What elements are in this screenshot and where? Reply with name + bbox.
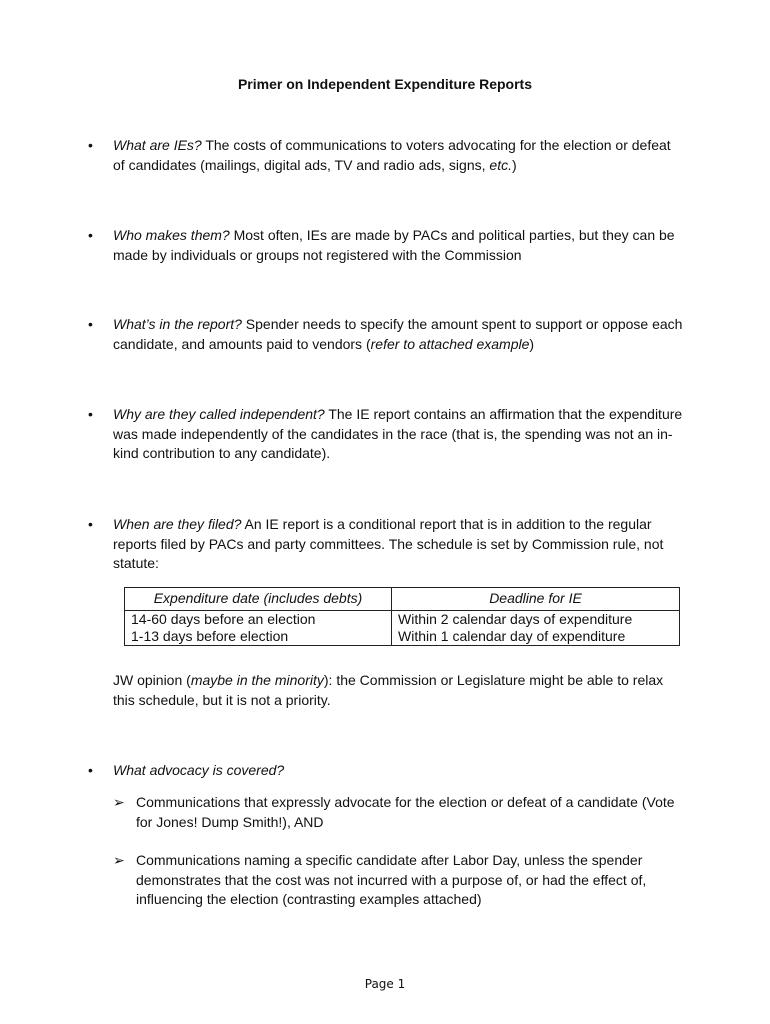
sub-item-text: Communications that expressly advocate for the election or defeat of a candidate (Vote for Jones! Dump Smith!), AND [136, 794, 675, 830]
bullet-question: When are they filed? [113, 516, 242, 532]
bullet-dot-icon: • [88, 762, 93, 778]
bullet-answer-end: ) [511, 156, 517, 173]
bullet-answer: An IE report is a conditional report that is in addition to the regular reports filed by PACs and party committees. The schedule is set by Commission rule, not statute: [113, 516, 664, 571]
jw-opinion-paragraph: JW opinion (maybe in the minority): the Commission or Legislature might be able to relax this schedule, but it is not a priority. [113, 672, 664, 708]
bullet-question: Why are they called independent? [113, 406, 325, 422]
bullet-question: What’s in the report? [113, 316, 242, 332]
arrow-bullet-icon: ➢ [113, 794, 125, 810]
opinion-em: maybe in the minority [190, 672, 324, 688]
bullet-answer: The costs of communications to voters advocating for the election or defeat of candidates (mailings, digital ads, TV and radio ads, signs, [113, 137, 671, 173]
ie-deadline-table [124, 587, 680, 646]
bullet-dot-icon: • [88, 227, 93, 243]
bullet-dot-icon: • [88, 406, 93, 422]
bullet-answer: The IE report contains an affirmation that the expenditure was made independently of the candidates in the race (that is, the spending was not an in-kind contribution to any candidate). [113, 406, 683, 461]
sub-item-text: Communications naming a specific candidate after Labor Day, unless the spender demonstrates that the cost was not incurred with a purpose of, or had the effect of, influencing the election (contrasting examples attached) [136, 852, 647, 907]
bullet-question: What are IEs? [113, 137, 202, 153]
bullet-answer: Spender needs to specify the amount spent to support or oppose each candidate, and amounts paid to vendors ( [113, 316, 683, 352]
page-title: Primer on Independent Expenditure Reports [237, 76, 533, 92]
bullet-dot-icon: • [88, 516, 93, 532]
bullet-answer-end: ) [529, 335, 535, 352]
table-cell: Within 2 calendar days of expenditure [392, 611, 680, 629]
table-row [125, 611, 680, 629]
table-cell: Within 1 calendar day of expenditure [392, 628, 680, 646]
arrow-bullet-icon: ➢ [113, 852, 125, 868]
table-cell: 1-13 days before election [125, 628, 392, 646]
bullet-answer-em: refer to attached example [370, 335, 530, 352]
bullet-dot-icon: • [88, 316, 93, 332]
page-number: Page 1 [364, 977, 406, 991]
table-cell: 14-60 days before an election [125, 611, 392, 629]
bullet-question: Who makes them? [113, 227, 230, 243]
table-row [125, 628, 680, 646]
bullet-dot-icon: • [88, 137, 93, 153]
table-header-row [125, 588, 680, 611]
bullet-answer-em: etc. [489, 156, 512, 173]
bullet-answer: Most often, IEs are made by PACs and political parties, but they can be made by individuals or groups not registered with the Commission [113, 227, 675, 263]
table-header-cell: Expenditure date (includes debts) [125, 588, 392, 611]
table-header-cell: Deadline for IE [392, 588, 680, 611]
bullet-question: What advocacy is covered? [113, 762, 285, 778]
